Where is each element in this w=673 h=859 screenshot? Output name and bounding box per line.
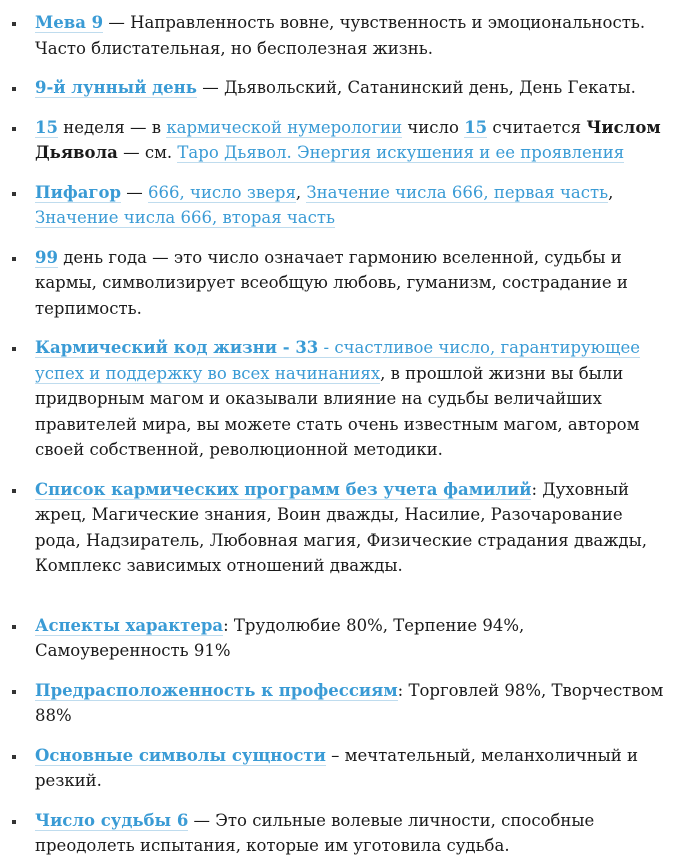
- link-meva-9[interactable]: Мева 9: [35, 13, 104, 32]
- link-pythagoras[interactable]: Пифагор: [35, 182, 122, 202]
- item-text: ,: [295, 182, 307, 202]
- item-text: : Торговлей 98%, Творчеством 88%: [35, 680, 664, 725]
- list-item-character-aspects: [0, 613, 673, 664]
- list-item-destiny-number: [0, 808, 673, 859]
- list-item-karmic-code: [0, 335, 673, 463]
- item-text: , в прошлой жизни вы были придворным магом и оказывали влияние на судьбы величайших правителей мира, вы можете стать очень известным магом, автором своей собственной, революционной методики.: [35, 363, 640, 459]
- link-week-15[interactable]: 15: [35, 117, 58, 137]
- list-item-karmic-programs: [0, 477, 673, 579]
- list-item-day-of-year: [0, 245, 673, 322]
- item-text: неделя — в: [57, 117, 167, 137]
- link-karmic-code-33[interactable]: 33: [295, 338, 319, 357]
- link-character-aspects[interactable]: Аспекты характера: [35, 615, 224, 635]
- item-text: — Направленность вовне, чувственность и эмоциональность. Часто блистательная, но бесполезная жизнь.: [35, 13, 646, 58]
- link-karmic-numerology[interactable]: кармической нумерологии: [166, 117, 403, 137]
- item-text: — Дьявольский, Сатанинский день, День Гекаты.: [196, 78, 636, 97]
- link-karmic-code[interactable]: Кармический код жизни: [35, 338, 277, 357]
- item-text: считается: [487, 117, 587, 137]
- link-karmic-code-dash[interactable]: -: [276, 338, 296, 357]
- link-symbols[interactable]: Основные символы сущности: [35, 745, 326, 765]
- item-text: — Это сильные волевые личности, способные преодолеть испытания, которые им уготовила судьба.: [35, 810, 595, 855]
- link-karmic-programs[interactable]: Список кармических программ без учета фамилий: [35, 479, 532, 499]
- list-item-week: [0, 115, 673, 166]
- link-666-part-two[interactable]: Значение числа 666, вторая часть: [35, 208, 335, 227]
- item-text: — см.: [117, 143, 178, 162]
- link-destiny-number[interactable]: Число судьбы 6: [35, 810, 189, 830]
- item-text: число: [402, 117, 465, 137]
- link-karmic-code-desc[interactable]: - счастливое число, гарантирующее успех и поддержку во всех начинаниях: [35, 338, 640, 383]
- list-item-pythagoras: [0, 180, 673, 231]
- link-number-15[interactable]: 15: [464, 117, 488, 137]
- item-text: : Духовный жрец, Магические знания, Воин дважды, Насилие, Разочарование рода, Надзиратель, Любовная магия, Физические страдания дважды, Комплекс зависимых отношений дважды.: [35, 479, 647, 575]
- item-text: ,: [608, 182, 614, 202]
- list-item-lunar-day: [0, 75, 673, 101]
- item-text: —: [121, 182, 149, 202]
- link-taro-devil[interactable]: Таро Дьявол. Энергия искушения и ее проявления: [177, 143, 625, 162]
- list-item-symbols: [0, 743, 673, 794]
- link-professions[interactable]: Предрасположенность к профессиям: [35, 680, 398, 700]
- item-text: – мечтательный, меланхоличный и резкий.: [35, 745, 638, 790]
- link-666-part-one[interactable]: Значение числа 666, первая часть: [306, 182, 609, 202]
- item-text: день года — это число означает гармонию вселенной, судьбы и кармы, символизирует всеобщую любовь, гуманизм, сострадание и терпимость.: [35, 247, 628, 318]
- devil-number-bold: Числом Дьявола: [35, 117, 661, 162]
- link-lunar-day[interactable]: 9-й лунный день: [35, 78, 197, 97]
- link-day-99[interactable]: 99: [35, 247, 58, 267]
- list-item-meva: [0, 10, 673, 61]
- link-666-beast[interactable]: 666, число зверя: [148, 182, 296, 202]
- item-text: : Трудолюбие 80%, Терпение 94%, Самоуверенность 91%: [35, 615, 525, 660]
- list-item-professions: [0, 678, 673, 729]
